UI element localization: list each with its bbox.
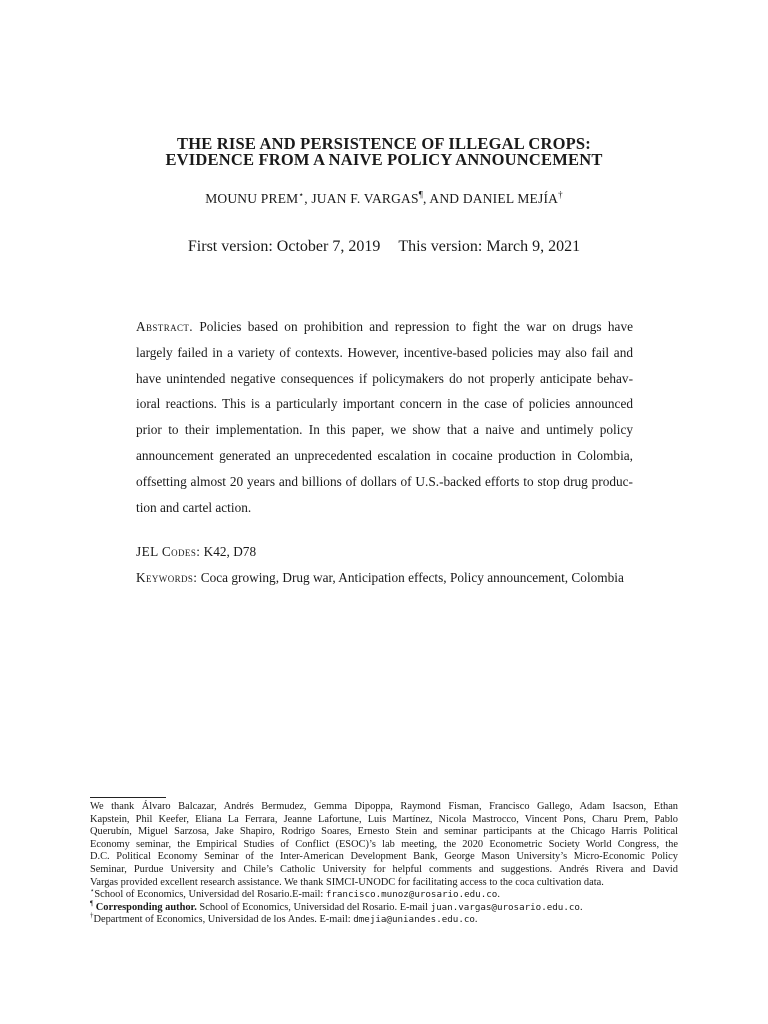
jel-codes	[136, 544, 256, 560]
acknowledgment-line: Vargas provided excellent research assistance. We thank SIMCI-UNODC for facilitating access to the coca cultivation data.	[90, 876, 604, 888]
footnote-mejia-mark: †	[90, 911, 94, 920]
jel-label: JEL Codes:	[136, 544, 201, 559]
abstract-line: ioral reactions. This is a particularly important concern in the case of policies announced	[136, 396, 633, 412]
acknowledgment-line: Querubín, Miguel Sarzosa, Jake Shapiro, Rodrigo Soares, Ernesto Stein and seminar participants at the Chicago Harris Political	[90, 826, 678, 838]
footnotes	[90, 801, 678, 927]
version-dates	[0, 238, 768, 256]
email-link-mejia[interactable]: dmejia@uniandes.edu.co	[353, 914, 475, 926]
author-mejia: , AND DANIEL MEJÍA	[423, 191, 559, 206]
abstract-text: Policies based on prohibition and repression to fight the war on drugs have	[193, 319, 633, 334]
email-link-vargas[interactable]: juan.vargas@urosario.edu.co	[430, 901, 580, 913]
acknowledgment-line: We thank Álvaro Balcazar, Andrés Bermudez, Gemma Dipoppa, Raymond Fisman, Francisco Gallego, Adam Isacson, Ethan	[90, 801, 678, 812]
acknowledgment-line: Economy seminar, the Empirical Studies of Conflict (ESOC)’s lab meeting, the 2020 Econometric Society World Congress, the	[90, 838, 678, 850]
footnote-mejia-end: .	[474, 914, 478, 926]
footnote-vargas-text: School of Economics, Universidad del Rosario. E-mail	[196, 901, 431, 913]
author-prem-mark: ⋆	[298, 189, 305, 200]
footnote-prem	[90, 886, 678, 902]
acknowledgment-line: Seminar, Purdue University and Chile’s Catholic University for helpful comments and suggestions. Andrés Rivera and David	[90, 863, 678, 875]
footnote-mejia-text: Department of Economics, Universidad de los Andes. E-mail:	[93, 914, 354, 926]
first-version-date: First version: October 7, 2019	[187, 238, 381, 255]
footnote-prem-text: School of Economics, Universidad del Rosario.E-mail:	[94, 889, 326, 901]
abstract-line: have unintended negative consequences if policymakers do not properly anticipate behav-	[136, 370, 633, 386]
footnote-prem-end: .	[497, 889, 500, 901]
paper-title-line-1: THE RISE AND PERSISTENCE OF ILLEGAL CROPS:	[177, 134, 591, 153]
keywords-value: Coca growing, Drug war, Anticipation effects, Policy announcement, Colombia	[197, 570, 624, 585]
this-version-date: This version: March 9, 2021	[398, 238, 581, 255]
keywords	[136, 570, 624, 586]
abstract-line: offsetting almost 20 years and billions of dollars of U.S.-backed efforts to stop drug produc-	[136, 473, 633, 489]
footnote-vargas	[90, 899, 678, 915]
footnote-mejia	[90, 911, 678, 927]
author-vargas: , JUAN F. VARGAS	[304, 191, 419, 206]
author-prem: MOUNU PREM	[205, 191, 299, 206]
footnote-prem-mark: ⋆	[90, 886, 95, 895]
abstract	[136, 314, 633, 520]
abstract-line	[136, 314, 633, 340]
abstract-label: Abstract.	[136, 319, 194, 334]
keywords-label: Keywords:	[136, 570, 198, 585]
abstract-line: tion and cartel action.	[136, 499, 252, 515]
acknowledgment-line: Kapstein, Phil Keefer, Eliana La Ferrara, Jeanne Lafortune, Luis Martínez, Nicola Mastrocco, Vincent Pons, Charu Prem, Pablo	[90, 813, 678, 825]
abstract-line: largely failed in a variety of contexts. However, incentive-based policies may also fail and	[136, 344, 633, 360]
author-mejia-mark: †	[558, 189, 563, 200]
acknowledgment-line: D.C. Political Economy Seminar of the Inter-American Development Bank, George Mason University’s Micro-Economic Policy	[90, 851, 678, 863]
paper-title-line-2: EVIDENCE FROM A NAIVE POLICY ANNOUNCEMENT	[165, 150, 603, 169]
footnote-vargas-end: .	[579, 901, 583, 913]
author-list	[0, 191, 768, 207]
corresponding-author-label: Corresponding author.	[93, 901, 197, 913]
author-vargas-mark: ¶	[418, 189, 423, 200]
footnote-rule	[90, 797, 166, 798]
abstract-line: prior to their implementation. In this paper, we show that a naive and untimely policy	[136, 422, 633, 438]
abstract-line: announcement generated an unprecedented escalation in cocaine production in Colombia,	[136, 447, 633, 463]
jel-value: K42, D78	[200, 544, 257, 559]
email-link-prem[interactable]: francisco.munoz@urosario.edu.co	[325, 889, 498, 901]
footnote-vargas-mark: ¶	[90, 899, 94, 908]
